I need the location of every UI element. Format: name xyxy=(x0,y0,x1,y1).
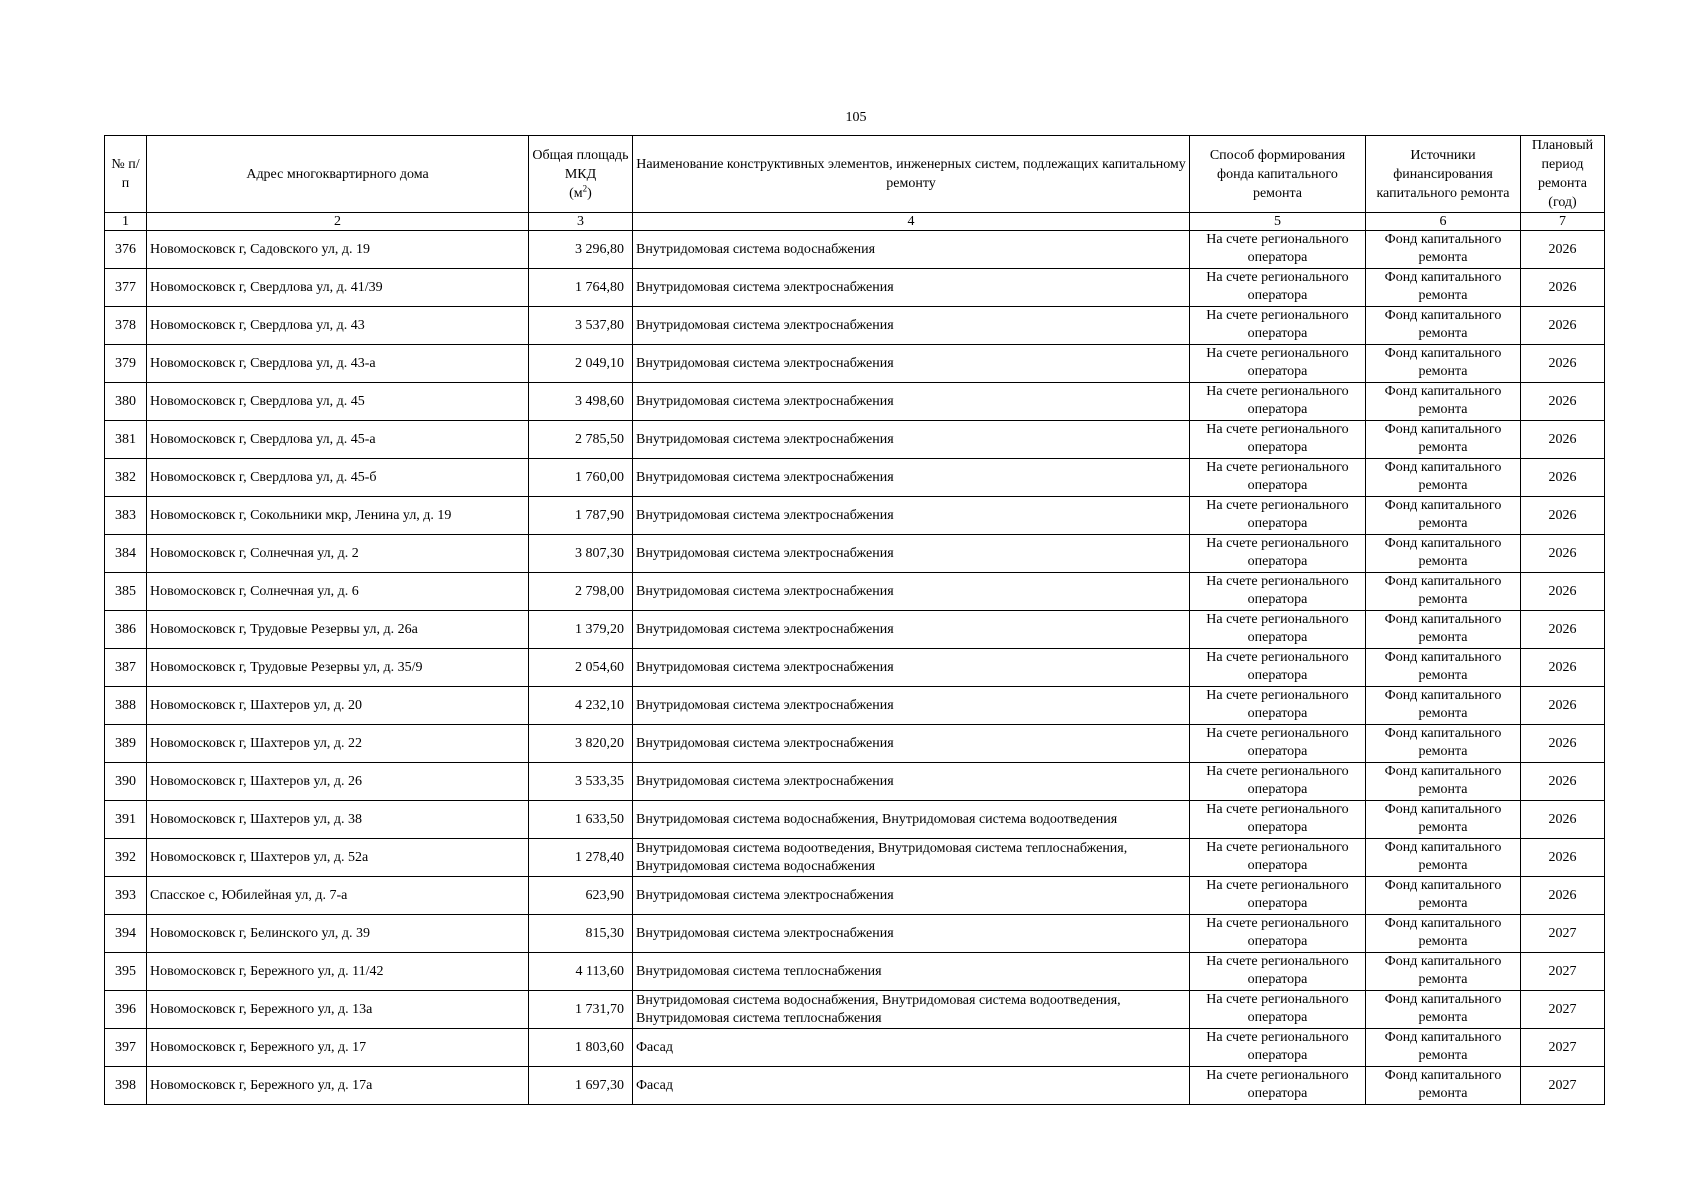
area-cell: 3 498,60 xyxy=(529,383,633,421)
period-cell: 2026 xyxy=(1521,573,1605,611)
table-row xyxy=(105,231,1605,269)
period-cell: 2026 xyxy=(1521,611,1605,649)
elements-cell: Внутридомовая система электроснабжения xyxy=(633,687,1190,725)
source-cell: Фонд капитального ремонта xyxy=(1366,877,1521,915)
elements-cell: Внутридомовая система электроснабжения xyxy=(633,725,1190,763)
area-cell: 3 820,20 xyxy=(529,725,633,763)
header-area xyxy=(529,136,633,213)
address-cell: Новомосковск г, Свердлова ул, д. 45 xyxy=(147,383,529,421)
method-cell: На счете регионального оператора xyxy=(1190,725,1366,763)
source-cell: Фонд капитального ремонта xyxy=(1366,611,1521,649)
period-cell: 2026 xyxy=(1521,839,1605,877)
period-cell: 2026 xyxy=(1521,345,1605,383)
source-cell: Фонд капитального ремонта xyxy=(1366,345,1521,383)
repair-program-table xyxy=(104,135,1605,1105)
source-cell: Фонд капитального ремонта xyxy=(1366,307,1521,345)
method-cell: На счете регионального оператора xyxy=(1190,801,1366,839)
row-number: 379 xyxy=(105,345,147,383)
header-row xyxy=(105,136,1605,213)
area-cell: 2 785,50 xyxy=(529,421,633,459)
row-number: 389 xyxy=(105,725,147,763)
period-cell: 2026 xyxy=(1521,497,1605,535)
period-cell: 2026 xyxy=(1521,725,1605,763)
period-cell: 2026 xyxy=(1521,535,1605,573)
source-cell: Фонд капитального ремонта xyxy=(1366,1067,1521,1105)
method-cell: На счете регионального оператора xyxy=(1190,839,1366,877)
address-cell: Спасское с, Юбилейная ул, д. 7-а xyxy=(147,877,529,915)
address-cell: Новомосковск г, Свердлова ул, д. 41/39 xyxy=(147,269,529,307)
method-cell: На счете регионального оператора xyxy=(1190,649,1366,687)
area-cell: 623,90 xyxy=(529,877,633,915)
row-number: 378 xyxy=(105,307,147,345)
header-period: Плановый период ремонта (год) xyxy=(1521,136,1605,213)
period-cell: 2026 xyxy=(1521,763,1605,801)
table-row xyxy=(105,687,1605,725)
method-cell: На счете регионального оператора xyxy=(1190,915,1366,953)
table-row xyxy=(105,877,1605,915)
address-cell: Новомосковск г, Бережного ул, д. 11/42 xyxy=(147,953,529,991)
source-cell: Фонд капитального ремонта xyxy=(1366,763,1521,801)
page-number: 105 xyxy=(845,110,867,125)
source-cell: Фонд капитального ремонта xyxy=(1366,801,1521,839)
period-cell: 2026 xyxy=(1521,459,1605,497)
row-number: 376 xyxy=(105,231,147,269)
period-cell: 2026 xyxy=(1521,421,1605,459)
address-cell: Новомосковск г, Солнечная ул, д. 6 xyxy=(147,573,529,611)
table-row xyxy=(105,611,1605,649)
source-cell: Фонд капитального ремонта xyxy=(1366,649,1521,687)
table-row xyxy=(105,915,1605,953)
table-row xyxy=(105,649,1605,687)
row-number: 396 xyxy=(105,991,147,1029)
table-row xyxy=(105,573,1605,611)
elements-cell: Фасад xyxy=(633,1067,1190,1105)
row-number: 387 xyxy=(105,649,147,687)
header-area-unit-sup: 2 xyxy=(582,182,588,193)
address-cell: Новомосковск г, Бережного ул, д. 17 xyxy=(147,1029,529,1067)
table-row xyxy=(105,1067,1605,1105)
address-cell: Новомосковск г, Свердлова ул, д. 43-а xyxy=(147,345,529,383)
header-elements: Наименование конструктивных элементов, инженерных систем, подлежащих капитальному ремонту xyxy=(633,136,1190,213)
period-cell: 2026 xyxy=(1521,877,1605,915)
source-cell: Фонд капитального ремонта xyxy=(1366,725,1521,763)
address-cell: Новомосковск г, Трудовые Резервы ул, д. 26а xyxy=(147,611,529,649)
column-number: 2 xyxy=(147,213,529,231)
area-cell: 4 113,60 xyxy=(529,953,633,991)
column-number: 4 xyxy=(633,213,1190,231)
method-cell: На счете регионального оператора xyxy=(1190,459,1366,497)
row-number: 377 xyxy=(105,269,147,307)
address-cell: Новомосковск г, Сокольники мкр, Ленина ул, д. 19 xyxy=(147,497,529,535)
header-source: Источники финансирования капитального ремонта xyxy=(1366,136,1521,213)
row-number: 397 xyxy=(105,1029,147,1067)
row-number: 391 xyxy=(105,801,147,839)
address-cell: Новомосковск г, Трудовые Резервы ул, д. 35/9 xyxy=(147,649,529,687)
elements-cell: Фасад xyxy=(633,1029,1190,1067)
method-cell: На счете регионального оператора xyxy=(1190,231,1366,269)
row-number: 381 xyxy=(105,421,147,459)
table-row xyxy=(105,763,1605,801)
period-cell: 2026 xyxy=(1521,687,1605,725)
table-row xyxy=(105,801,1605,839)
method-cell: На счете регионального оператора xyxy=(1190,345,1366,383)
column-number-row xyxy=(105,213,1605,231)
source-cell: Фонд капитального ремонта xyxy=(1366,421,1521,459)
column-number: 6 xyxy=(1366,213,1521,231)
row-number: 398 xyxy=(105,1067,147,1105)
row-number: 393 xyxy=(105,877,147,915)
area-cell: 1 731,70 xyxy=(529,991,633,1029)
row-number: 390 xyxy=(105,763,147,801)
area-cell: 2 049,10 xyxy=(529,345,633,383)
period-cell: 2027 xyxy=(1521,1067,1605,1105)
elements-cell: Внутридомовая система водоснабжения, Внутридомовая система водоотведения xyxy=(633,801,1190,839)
elements-cell: Внутридомовая система электроснабжения xyxy=(633,307,1190,345)
table-row xyxy=(105,345,1605,383)
row-number: 380 xyxy=(105,383,147,421)
header-area-unit-open: (м xyxy=(569,185,583,201)
method-cell: На счете регионального оператора xyxy=(1190,763,1366,801)
area-cell: 2 798,00 xyxy=(529,573,633,611)
method-cell: На счете регионального оператора xyxy=(1190,877,1366,915)
row-number: 385 xyxy=(105,573,147,611)
method-cell: На счете регионального оператора xyxy=(1190,497,1366,535)
area-cell: 1 764,80 xyxy=(529,269,633,307)
header-method: Способ формирования фонда капитального ремонта xyxy=(1190,136,1366,213)
column-number: 5 xyxy=(1190,213,1366,231)
area-cell: 1 697,30 xyxy=(529,1067,633,1105)
elements-cell: Внутридомовая система электроснабжения xyxy=(633,497,1190,535)
address-cell: Новомосковск г, Шахтеров ул, д. 52а xyxy=(147,839,529,877)
header-num: № п/п xyxy=(105,136,147,213)
method-cell: На счете регионального оператора xyxy=(1190,953,1366,991)
period-cell: 2027 xyxy=(1521,1029,1605,1067)
table-row xyxy=(105,459,1605,497)
address-cell: Новомосковск г, Солнечная ул, д. 2 xyxy=(147,535,529,573)
table-row xyxy=(105,953,1605,991)
method-cell: На счете регионального оператора xyxy=(1190,535,1366,573)
column-number: 1 xyxy=(105,213,147,231)
area-cell: 2 054,60 xyxy=(529,649,633,687)
column-number: 7 xyxy=(1521,213,1605,231)
method-cell: На счете регионального оператора xyxy=(1190,611,1366,649)
source-cell: Фонд капитального ремонта xyxy=(1366,991,1521,1029)
source-cell: Фонд капитального ремонта xyxy=(1366,231,1521,269)
area-cell: 1 379,20 xyxy=(529,611,633,649)
address-cell: Новомосковск г, Садовского ул, д. 19 xyxy=(147,231,529,269)
table-row xyxy=(105,497,1605,535)
elements-cell: Внутридомовая система электроснабжения xyxy=(633,611,1190,649)
address-cell: Новомосковск г, Шахтеров ул, д. 22 xyxy=(147,725,529,763)
column-number: 3 xyxy=(529,213,633,231)
source-cell: Фонд капитального ремонта xyxy=(1366,915,1521,953)
source-cell: Фонд капитального ремонта xyxy=(1366,1029,1521,1067)
header-area-label: Общая площадь МКД xyxy=(532,147,629,182)
source-cell: Фонд капитального ремонта xyxy=(1366,497,1521,535)
source-cell: Фонд капитального ремонта xyxy=(1366,383,1521,421)
table-row xyxy=(105,421,1605,459)
area-cell: 1 760,00 xyxy=(529,459,633,497)
row-number: 395 xyxy=(105,953,147,991)
area-cell: 3 533,35 xyxy=(529,763,633,801)
source-cell: Фонд капитального ремонта xyxy=(1366,953,1521,991)
elements-cell: Внутридомовая система электроснабжения xyxy=(633,915,1190,953)
row-number: 388 xyxy=(105,687,147,725)
table-row xyxy=(105,269,1605,307)
address-cell: Новомосковск г, Бережного ул, д. 17а xyxy=(147,1067,529,1105)
address-cell: Новомосковск г, Свердлова ул, д. 45-а xyxy=(147,421,529,459)
period-cell: 2027 xyxy=(1521,991,1605,1029)
elements-cell: Внутридомовая система электроснабжения xyxy=(633,763,1190,801)
header-area-unit-close: ) xyxy=(587,185,592,201)
period-cell: 2026 xyxy=(1521,269,1605,307)
method-cell: На счете регионального оператора xyxy=(1190,991,1366,1029)
address-cell: Новомосковск г, Бережного ул, д. 13а xyxy=(147,991,529,1029)
header-address: Адрес многоквартирного дома xyxy=(147,136,529,213)
table-header xyxy=(105,136,1605,231)
area-cell: 3 296,80 xyxy=(529,231,633,269)
period-cell: 2026 xyxy=(1521,649,1605,687)
source-cell: Фонд капитального ремонта xyxy=(1366,839,1521,877)
area-cell: 1 803,60 xyxy=(529,1029,633,1067)
area-cell: 4 232,10 xyxy=(529,687,633,725)
elements-cell: Внутридомовая система электроснабжения xyxy=(633,383,1190,421)
elements-cell: Внутридомовая система электроснабжения xyxy=(633,421,1190,459)
method-cell: На счете регионального оператора xyxy=(1190,1029,1366,1067)
table-row xyxy=(105,383,1605,421)
address-cell: Новомосковск г, Шахтеров ул, д. 26 xyxy=(147,763,529,801)
elements-cell: Внутридомовая система электроснабжения xyxy=(633,269,1190,307)
address-cell: Новомосковск г, Белинского ул, д. 39 xyxy=(147,915,529,953)
elements-cell: Внутридомовая система электроснабжения xyxy=(633,573,1190,611)
elements-cell: Внутридомовая система водоотведения, Внутридомовая система теплоснабжения, Внутридомовая система водоснабжения xyxy=(633,839,1190,877)
row-number: 394 xyxy=(105,915,147,953)
method-cell: На счете регионального оператора xyxy=(1190,687,1366,725)
elements-cell: Внутридомовая система водоснабжения xyxy=(633,231,1190,269)
table-row xyxy=(105,839,1605,877)
table-row xyxy=(105,307,1605,345)
source-cell: Фонд капитального ремонта xyxy=(1366,269,1521,307)
source-cell: Фонд капитального ремонта xyxy=(1366,687,1521,725)
table-row xyxy=(105,725,1605,763)
method-cell: На счете регионального оператора xyxy=(1190,383,1366,421)
address-cell: Новомосковск г, Свердлова ул, д. 43 xyxy=(147,307,529,345)
area-cell: 3 807,30 xyxy=(529,535,633,573)
elements-cell: Внутридомовая система электроснабжения xyxy=(633,535,1190,573)
table-body xyxy=(105,231,1605,1105)
period-cell: 2026 xyxy=(1521,801,1605,839)
method-cell: На счете регионального оператора xyxy=(1190,421,1366,459)
method-cell: На счете регионального оператора xyxy=(1190,269,1366,307)
area-cell: 1 278,40 xyxy=(529,839,633,877)
method-cell: На счете регионального оператора xyxy=(1190,573,1366,611)
elements-cell: Внутридомовая система электроснабжения xyxy=(633,649,1190,687)
address-cell: Новомосковск г, Свердлова ул, д. 45-б xyxy=(147,459,529,497)
row-number: 383 xyxy=(105,497,147,535)
table-row xyxy=(105,1029,1605,1067)
period-cell: 2027 xyxy=(1521,915,1605,953)
area-cell: 1 787,90 xyxy=(529,497,633,535)
row-number: 382 xyxy=(105,459,147,497)
table-row xyxy=(105,535,1605,573)
area-cell: 815,30 xyxy=(529,915,633,953)
row-number: 384 xyxy=(105,535,147,573)
method-cell: На счете регионального оператора xyxy=(1190,307,1366,345)
period-cell: 2026 xyxy=(1521,307,1605,345)
source-cell: Фонд капитального ремонта xyxy=(1366,535,1521,573)
elements-cell: Внутридомовая система водоснабжения, Внутридомовая система водоотведения, Внутридомовая система теплоснабжения xyxy=(633,991,1190,1029)
elements-cell: Внутридомовая система электроснабжения xyxy=(633,459,1190,497)
table-row xyxy=(105,991,1605,1029)
row-number: 392 xyxy=(105,839,147,877)
method-cell: На счете регионального оператора xyxy=(1190,1067,1366,1105)
address-cell: Новомосковск г, Шахтеров ул, д. 38 xyxy=(147,801,529,839)
source-cell: Фонд капитального ремонта xyxy=(1366,573,1521,611)
area-cell: 3 537,80 xyxy=(529,307,633,345)
elements-cell: Внутридомовая система теплоснабжения xyxy=(633,953,1190,991)
period-cell: 2026 xyxy=(1521,231,1605,269)
address-cell: Новомосковск г, Шахтеров ул, д. 20 xyxy=(147,687,529,725)
period-cell: 2027 xyxy=(1521,953,1605,991)
row-number: 386 xyxy=(105,611,147,649)
period-cell: 2026 xyxy=(1521,383,1605,421)
area-cell: 1 633,50 xyxy=(529,801,633,839)
elements-cell: Внутридомовая система электроснабжения xyxy=(633,877,1190,915)
elements-cell: Внутридомовая система электроснабжения xyxy=(633,345,1190,383)
source-cell: Фонд капитального ремонта xyxy=(1366,459,1521,497)
